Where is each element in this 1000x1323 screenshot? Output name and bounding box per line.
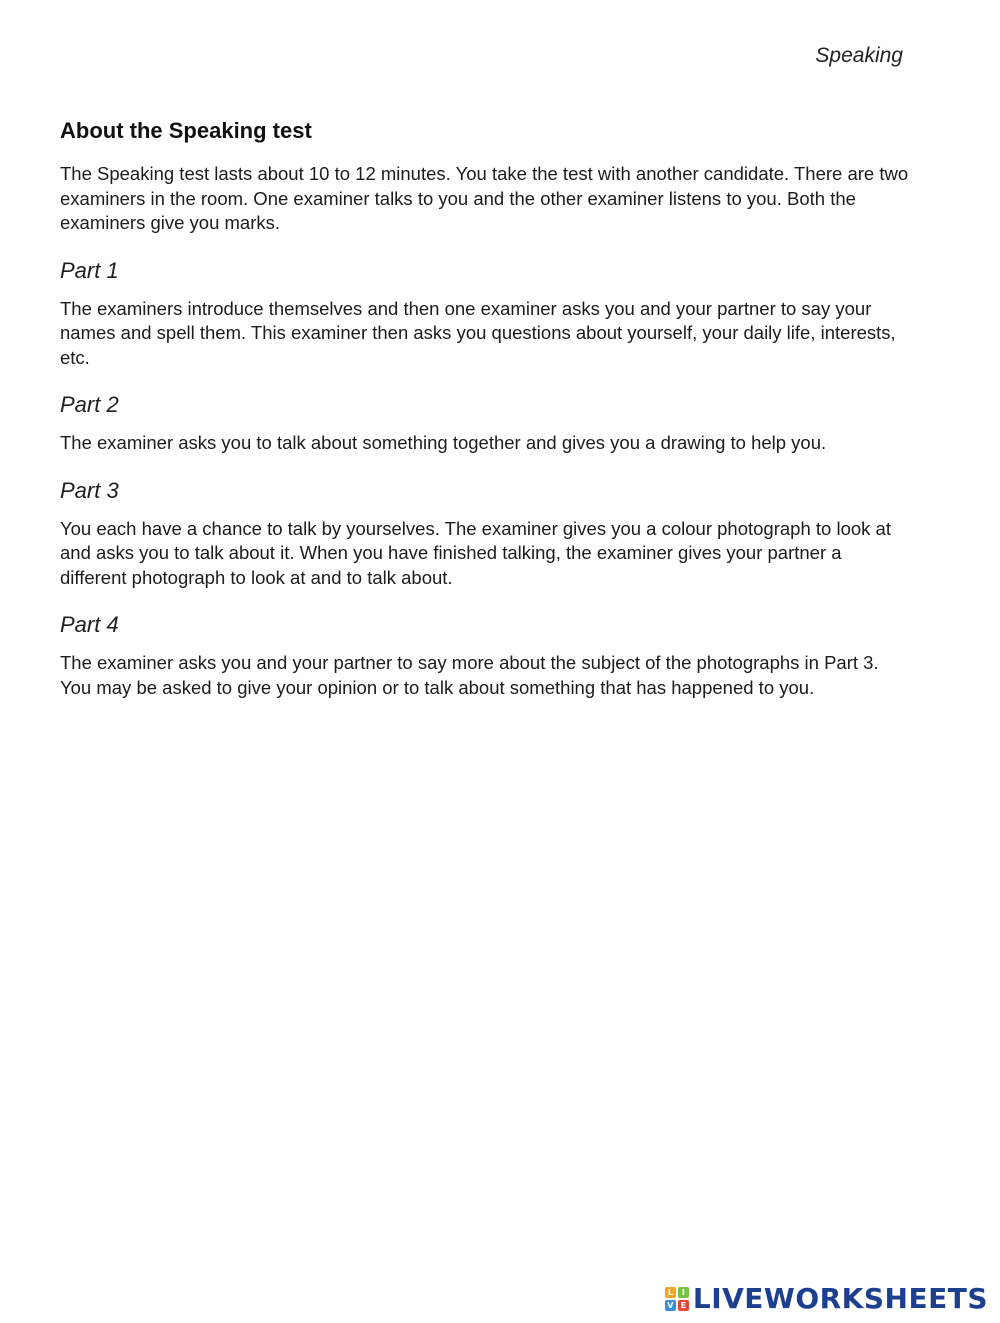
part-4-text: The examiner asks you and your partner to say more about the subject of the photographs in Part 3. You may be asked to give your opinion or to talk about something that has happened to you. <box>60 652 879 698</box>
logo-cell: L <box>665 1287 676 1298</box>
running-head: Speaking <box>815 44 903 67</box>
logo-cell: E <box>678 1300 689 1311</box>
part-1-text: The examiners introduce themselves and then one examiner asks you and your partner to say your names and spell them. This examiner then asks you questions about yourself, your daily life, interests, etc. <box>60 297 896 368</box>
intro-paragraph: The Speaking test lasts about 10 to 12 minutes. You take the test with another candidate. There are two examiners in the room. One examiner talks to you and the other examiner listens to you. Both the examiners give you marks. <box>60 163 909 233</box>
part-3-heading: Part 3 <box>60 477 119 503</box>
part-2-text: The examiner asks you to talk about something together and gives you a drawing to help you. <box>60 432 827 453</box>
part-2-heading: Part 2 <box>60 392 119 417</box>
part-3-text: You each have a chance to talk by yourselves. The examiner gives you a colour photograph to look at and asks you to talk about it. When you have finished talking, the examiner gives your partner a different photograph to look at and to talk about. <box>60 517 891 588</box>
page-content <box>60 118 910 700</box>
liveworksheets-watermark <box>665 1282 988 1315</box>
part-4-heading: Part 4 <box>60 612 119 637</box>
watermark-text: LIVEWORKSHEETS <box>692 1282 988 1315</box>
liveworksheets-logo-icon <box>665 1287 689 1311</box>
page-title: About the Speaking test <box>60 118 312 143</box>
logo-cell: I <box>678 1287 689 1298</box>
part-1-heading: Part 1 <box>60 257 119 283</box>
logo-cell: V <box>665 1300 676 1311</box>
